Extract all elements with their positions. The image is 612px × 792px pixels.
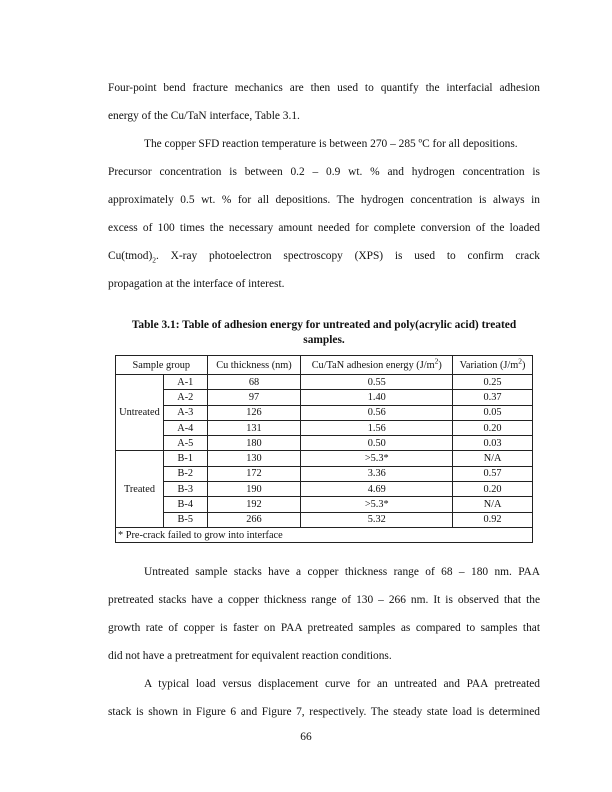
cell-adhesion: 3.36 bbox=[301, 466, 453, 481]
cell-variation: N/A bbox=[453, 497, 533, 512]
table-row bbox=[116, 420, 533, 435]
cell-adhesion: >5.3* bbox=[301, 497, 453, 512]
cell-variation: 0.20 bbox=[453, 482, 533, 497]
cell-sample: B-2 bbox=[163, 466, 207, 481]
table-row bbox=[116, 497, 533, 512]
adhesion-energy-table bbox=[115, 355, 533, 543]
cell-variation: 0.20 bbox=[453, 420, 533, 435]
table-row bbox=[116, 375, 533, 390]
table-row bbox=[116, 405, 533, 420]
header-adhesion-close: ) bbox=[438, 359, 442, 371]
paragraph-4-line-1: A typical load versus displacement curve for an untreated and PAA pretreated bbox=[144, 678, 540, 690]
cell-thickness: 130 bbox=[207, 451, 301, 466]
paragraph-1-line-2: energy of the Cu/TaN interface, Table 3.1. bbox=[108, 110, 300, 122]
formula-subscript: 2 bbox=[152, 255, 157, 265]
cell-variation: 0.37 bbox=[453, 390, 533, 405]
cell-variation: 0.57 bbox=[453, 466, 533, 481]
formula-text: Cu(tmod) bbox=[108, 250, 153, 262]
cell-thickness: 68 bbox=[207, 375, 301, 390]
group-treated: Treated bbox=[116, 451, 164, 527]
header-adhesion-text: Cu/TaN adhesion energy (J/m bbox=[311, 359, 435, 371]
cell-adhesion: 0.55 bbox=[301, 375, 453, 390]
table-row bbox=[116, 466, 533, 481]
table-footnote-row bbox=[116, 527, 533, 542]
paragraph-2-line-2: Precursor concentration is between 0.2 – 0.9 wt. % and hydrogen concentration is bbox=[108, 166, 540, 178]
cell-variation: 0.03 bbox=[453, 436, 533, 451]
cell-adhesion: >5.3* bbox=[301, 451, 453, 466]
header-sample-group: Sample group bbox=[116, 356, 208, 375]
table-row bbox=[116, 390, 533, 405]
header-variation-close: ) bbox=[522, 359, 526, 371]
cell-thickness: 131 bbox=[207, 420, 301, 435]
cell-adhesion: 1.40 bbox=[301, 390, 453, 405]
paragraph-3-line-4: did not have a pretreatment for equivalent reaction conditions. bbox=[108, 650, 392, 662]
paragraph-2-line-1: The copper SFD reaction temperature is between 270 – 285 ºC for all depositions. bbox=[144, 138, 518, 150]
table-footnote: * Pre-crack failed to grow into interface bbox=[116, 527, 533, 542]
table-header-row bbox=[116, 356, 533, 375]
table-caption-line-1: Table 3.1: Table of adhesion energy for untreated and poly(acrylic acid) treated bbox=[131, 319, 517, 331]
cell-thickness: 192 bbox=[207, 497, 301, 512]
cell-sample: A-5 bbox=[163, 436, 207, 451]
table-row bbox=[116, 482, 533, 497]
cell-thickness: 172 bbox=[207, 466, 301, 481]
table-caption bbox=[108, 318, 540, 348]
paragraph-4-line-2: stack is shown in Figure 6 and Figure 7, respectively. The steady state load is determined bbox=[108, 706, 540, 718]
cell-adhesion: 0.56 bbox=[301, 405, 453, 420]
page-number: 66 bbox=[300, 731, 312, 743]
header-variation bbox=[453, 356, 533, 375]
header-adhesion-energy bbox=[301, 356, 453, 375]
header-variation-text: Variation (J/m bbox=[459, 359, 519, 371]
cell-sample: B-4 bbox=[163, 497, 207, 512]
cell-thickness: 190 bbox=[207, 482, 301, 497]
paragraph-3-line-3: growth rate of copper is faster on PAA pretreated samples as compared to samples that bbox=[108, 622, 540, 634]
cell-thickness: 97 bbox=[207, 390, 301, 405]
table-caption-line-2: samples. bbox=[303, 334, 345, 346]
table-row bbox=[116, 512, 533, 527]
cell-sample: B-3 bbox=[163, 482, 207, 497]
cell-adhesion: 5.32 bbox=[301, 512, 453, 527]
paragraph-2-line-3: approximately 0.5 wt. % for all depositions. The hydrogen concentration is always in bbox=[108, 194, 540, 206]
cell-variation: 0.92 bbox=[453, 512, 533, 527]
paragraph-3-line-1: Untreated sample stacks have a copper thickness range of 68 – 180 nm. PAA bbox=[144, 566, 540, 578]
cell-sample: A-1 bbox=[163, 375, 207, 390]
cell-sample: A-3 bbox=[163, 405, 207, 420]
paragraph-2-line-5 bbox=[108, 250, 540, 263]
cell-variation: 0.05 bbox=[453, 405, 533, 420]
cell-variation: N/A bbox=[453, 451, 533, 466]
paragraph-3-line-2: pretreated stacks have a copper thickness range of 130 – 266 nm. It is observed that the bbox=[108, 594, 540, 606]
cell-thickness: 126 bbox=[207, 405, 301, 420]
cell-sample: B-5 bbox=[163, 512, 207, 527]
cell-thickness: 266 bbox=[207, 512, 301, 527]
table-row bbox=[116, 436, 533, 451]
cell-thickness: 180 bbox=[207, 436, 301, 451]
cell-sample: A-4 bbox=[163, 420, 207, 435]
cell-sample: B-1 bbox=[163, 451, 207, 466]
header-adhesion-sup: 2 bbox=[434, 356, 439, 366]
header-variation-sup: 2 bbox=[518, 356, 523, 366]
table-row bbox=[116, 451, 533, 466]
paragraph-2-line-5-rest: . X-ray photoelectron spectroscopy (XPS) is used to confirm crack bbox=[156, 250, 540, 262]
cell-adhesion: 4.69 bbox=[301, 482, 453, 497]
header-cu-thickness: Cu thickness (nm) bbox=[207, 356, 301, 375]
paragraph-1-line-1: Four-point bend fracture mechanics are then used to quantify the interfacial adhesion bbox=[108, 82, 540, 94]
cell-variation: 0.25 bbox=[453, 375, 533, 390]
paragraph-2-line-4: excess of 100 times the necessary amount needed for complete conversion of the loaded bbox=[108, 222, 540, 234]
cell-adhesion: 1.56 bbox=[301, 420, 453, 435]
cell-adhesion: 0.50 bbox=[301, 436, 453, 451]
cell-sample: A-2 bbox=[163, 390, 207, 405]
group-untreated: Untreated bbox=[116, 375, 164, 451]
paragraph-2-line-6: propagation at the interface of interest. bbox=[108, 278, 285, 290]
